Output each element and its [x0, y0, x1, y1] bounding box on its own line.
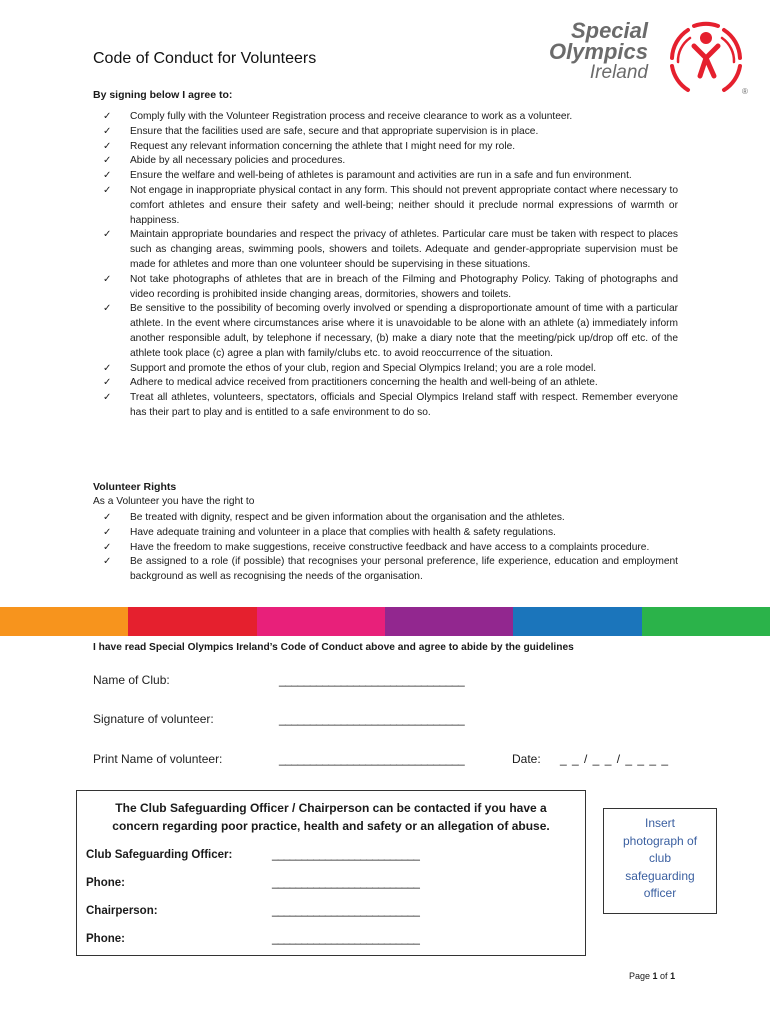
print-name-label: Print Name of volunteer:	[93, 752, 223, 766]
conduct-item: ✓ Not take photographs of athletes that are in breach of the Filming and Photography Policy. Taking of photographs and video recording is prohibited inside changing areas, dormitories, showers and toilets.	[103, 273, 678, 300]
checkmark-icon: ✓	[103, 512, 112, 523]
print-name-field[interactable]: ______________________________	[279, 752, 465, 766]
date-label: Date:	[512, 752, 541, 766]
chair-phone-label: Phone:	[86, 933, 125, 945]
chairperson-field[interactable]: _________________________	[272, 905, 420, 917]
officer-field[interactable]: _________________________	[272, 849, 420, 861]
officer-label: Club Safeguarding Officer:	[86, 849, 233, 861]
conduct-item: ✓ Ensure that the facilities used are safe, secure and that appropriate supervision is in place.	[93, 125, 678, 140]
conduct-item: ✓ Support and promote the ethos of your club, region and Special Olympics Ireland; you are a role model.	[93, 362, 678, 377]
stripe-segment	[257, 607, 385, 636]
checkmark-icon: ✓	[103, 155, 112, 167]
checkmark-icon: ✓	[103, 556, 112, 568]
checkmark-icon: ✓	[103, 362, 112, 374]
logo-line-3: Ireland	[589, 62, 648, 83]
registered-mark: ®	[742, 87, 748, 96]
conduct-item: ✓ Maintain appropriate boundaries and respect the privacy of athletes. Particular care must be taken with respect to places such as changing areas, swimming pools, showers and toilets. Adequate and gender-appropriate supervision must be made for athletes and more than one volunteer should be supervising in these situations.	[103, 229, 678, 270]
checkmark-icon: ✓	[103, 392, 112, 404]
chairperson-label: Chairperson:	[86, 905, 158, 917]
club-name-field[interactable]: ______________________________	[279, 673, 465, 687]
page-number: Page 1 of 1	[629, 971, 676, 981]
conduct-item: ✓ Be sensitive to the possibility of becoming overly involved or spending a disproportionate amount of time with a particular athlete. In the event where circumstances arise where it is unavoidable to be alone with an athlete (a) immediately inform another responsible adult, by telephone if necessary, (b) make a diary note that the meeting/pick up/drop off etc. of the athlete took place (c) agree a plan with family/clubs etc. to avoid reoccurrence of the situation.	[103, 303, 678, 359]
rights-item: ✓ Be treated with dignity, respect and be given information about the organisation and the athletes.	[93, 511, 678, 526]
intro-heading: By signing below I agree to:	[93, 89, 233, 101]
logo-line-2: Olympics	[548, 39, 648, 64]
logo-line-1: Special	[570, 18, 648, 43]
checkmark-icon: ✓	[103, 170, 112, 182]
agreement-statement: I have read Special Olympics Ireland’s Code of Conduct above and agree to abide by the guidelines	[93, 642, 574, 653]
conduct-item: ✓ Comply fully with the Volunteer Registration process and receive clearance to work as a volunteer.	[93, 110, 678, 125]
club-name-label: Name of Club:	[93, 673, 170, 687]
safeguarding-heading: The Club Safeguarding Officer / Chairperson can be contacted if you have a concern regarding poor practice, health and safety or an allegation of abuse.	[112, 801, 550, 833]
conduct-item: ✓ Abide by all necessary policies and procedures.	[93, 154, 678, 169]
rights-item: ✓ Be assigned to a role (if possible) that recognises your personal preference, life experience, education and employment background as well as recognising the needs of the organisation.	[103, 556, 678, 583]
chair-phone-field[interactable]: _________________________	[272, 933, 420, 945]
checkmark-icon: ✓	[103, 526, 112, 538]
checkmark-icon: ✓	[103, 140, 112, 152]
conduct-item: ✓ Not engage in inappropriate physical contact in any form. This should not prevent appropriate contact where necessary to comfort athletes and ensure their safety and well-being; neither should it preclude normal expressions of warmth or happiness.	[103, 184, 678, 226]
special-olympics-emblem-icon	[660, 18, 755, 98]
rights-item: ✓ Have adequate training and volunteer in a place that complies with health & safety regulations.	[93, 526, 678, 541]
conduct-item: ✓ Adhere to medical advice received from practitioners concerning the health and well-being of an athlete.	[93, 376, 678, 391]
checkmark-icon: ✓	[103, 541, 112, 553]
logo-wordmark	[510, 20, 648, 83]
checkmark-icon: ✓	[103, 303, 112, 315]
conduct-item: ✓ Treat all athletes, volunteers, spectators, officials and Special Olympics Ireland staff with respect. Remember everyone has their part to play and is entitled to a safe environment to do so.	[103, 392, 678, 418]
checkmark-icon: ✓	[103, 125, 112, 137]
checkmark-icon: ✓	[103, 111, 112, 122]
volunteer-rights-intro: As a Volunteer you have the right to	[93, 496, 255, 507]
conduct-list	[93, 110, 678, 421]
stripe-segment	[642, 607, 770, 636]
conduct-item: ✓ Ensure the welfare and well-being of athletes is paramount and activities are run in a safe and fun environment.	[93, 169, 678, 184]
stripe-segment	[128, 607, 256, 636]
stripe-segment	[513, 607, 641, 636]
rights-item: ✓ Have the freedom to make suggestions, receive constructive feedback and have access to a complaints procedure.	[93, 541, 678, 556]
rights-list	[93, 511, 678, 585]
page-title: Code of Conduct for Volunteers	[93, 50, 317, 67]
signature-label: Signature of volunteer:	[93, 712, 214, 726]
checkmark-icon: ✓	[103, 377, 112, 389]
volunteer-rights-heading: Volunteer Rights	[93, 481, 177, 493]
special-olympics-ireland-logo	[510, 18, 760, 98]
stripe-segment	[385, 607, 513, 636]
checkmark-icon: ✓	[103, 229, 112, 241]
signature-field[interactable]: ______________________________	[279, 712, 465, 726]
color-stripe-divider	[0, 607, 770, 636]
conduct-item: ✓ Request any relevant information concerning the athlete that I might need for my role.	[93, 140, 678, 155]
checkmark-icon: ✓	[103, 184, 112, 196]
date-field[interactable]: _ _ / _ _ / _ _ _ _	[560, 752, 670, 766]
officer-phone-label: Phone:	[86, 877, 125, 889]
safeguarding-contact-box	[76, 790, 586, 956]
stripe-segment	[0, 607, 128, 636]
checkmark-icon: ✓	[103, 273, 112, 285]
photo-placeholder[interactable]: Insert photograph of club safeguarding officer	[603, 808, 717, 914]
officer-phone-field[interactable]: _________________________	[272, 877, 420, 889]
